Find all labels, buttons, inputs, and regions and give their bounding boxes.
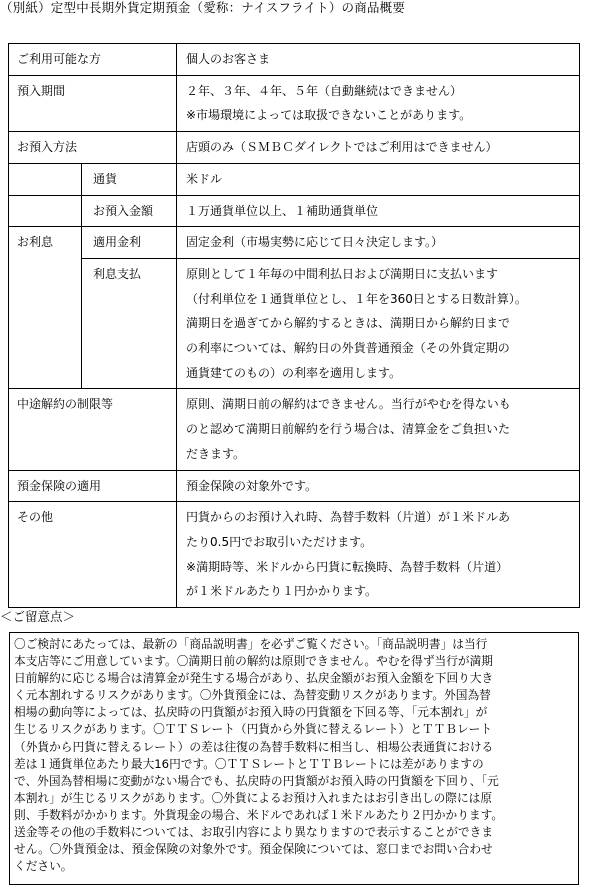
label-interest-rate: 適用金利 [82, 227, 177, 259]
other-line: ※満期時等、米ドルから円貨に転換時、為替手数料（片道） [186, 559, 509, 574]
notes-line: 日前解約に応じる場合は清算金が発生する場合があり、払戻金額がお預入金額を下回り大き [14, 671, 494, 686]
row-other [9, 502, 580, 608]
early-withdrawal-line: 原則、満期日前の解約はできません。当行がやむを得ないも [186, 397, 511, 412]
notes-box [9, 632, 579, 885]
document-title: （別紙）定型中長期外貨定期預金（愛称：ナイスフライト）の商品概要 [0, 0, 406, 15]
row-eligibility [9, 44, 580, 76]
interest-payment-line: 原則として１年毎の中間利払日および満期日に支払います [186, 266, 499, 281]
early-withdrawal-line: だきます。 [186, 446, 246, 461]
other-line: 円貨からのお預け入れ時、為替手数料（片道）が１米ドルあ [186, 510, 511, 525]
notes-line: 則、手数料がかかります。外貨現金の場合、米ドルであれば１米ドルあたり２円かかります。 [14, 807, 504, 822]
notes-line: で、外国為替相場に変動がない場合でも、払戻時の円貨額がお預入時の円貨額を下回り、「元 [14, 773, 499, 788]
notes-line: せん。〇外貨預金は、預金保険の対象外です。預金保険については、窓口までお問い合わせ [14, 842, 493, 857]
product-summary-table [8, 43, 580, 608]
value-interest-rate: 固定金利（市場実勢に応じて日々決定します。） [177, 227, 580, 259]
label-interest: お利息 [9, 227, 82, 389]
interest-payment-line: 通貨建てのもの）の利率を適用します。 [186, 365, 402, 380]
row-interest-payment [9, 258, 580, 389]
label-deposit-amount: お預入金額 [82, 195, 177, 227]
label-early-withdrawal: 中途解約の制限等 [9, 389, 177, 470]
term-line: ※市場環境によっては取扱できないことがあります。 [186, 108, 472, 123]
notes-line: ください。 [14, 859, 73, 874]
notes-line: 相場の動向等によっては、払戻時の円貨額がお預入時の円貨額を下回る等、「元本割れ」が [14, 705, 488, 720]
notes-line: 本支店等にご用意しています。〇満期日前の解約は原則できません。やむを得ず当行が満期 [14, 654, 493, 669]
indent-cell [9, 195, 82, 227]
label-interest-payment: 利息支払 [82, 258, 177, 389]
notes-line: 〇ご検討にあたっては、最新の「商品説明書」を必ずご覧ください。「商品説明書」は当行 [14, 637, 488, 651]
value-interest-payment [177, 258, 580, 389]
term-line: ２年、３年、４年、５年（自動継続はできません） [186, 83, 463, 98]
interest-payment-line: 満期日を過ぎてから解約するときは、満期日から解約日まで [186, 316, 511, 331]
row-deposit-amount [9, 195, 580, 227]
early-withdrawal-line: のと認めて満期日前解約を行う場合は、清算金をご負担いた [186, 422, 511, 437]
label-deposit-method: お預入方法 [9, 132, 177, 164]
indent-cell [9, 163, 82, 195]
label-term: 預入期間 [9, 75, 177, 131]
value-deposit-insurance: 預金保険の対象外です。 [177, 470, 580, 502]
value-currency: 米ドル [177, 163, 580, 195]
notes-line: （外貨から円貨に替えるレート）の差は往復の為替手数料に相当し、相場公表通貨における [14, 739, 494, 754]
label-deposit-insurance: 預金保険の適用 [9, 470, 177, 502]
value-early-withdrawal [177, 389, 580, 470]
notes-line: く元本割れするリスクがあります。〇外貨預金には、為替変動リスクがあります。外国為替 [14, 688, 491, 703]
row-deposit-method [9, 132, 580, 164]
label-eligibility: ご利用可能な方 [9, 44, 177, 76]
notes-line: 本割れ」が生じるリスクがあります。〇外貨によるお預け入れまたはお引き出しの際には原 [14, 790, 493, 805]
value-deposit-amount: １万通貨単位以上、１補助通貨単位 [177, 195, 580, 227]
other-line: が１米ドルあたり１円かかります。 [186, 584, 378, 599]
value-term [177, 75, 580, 131]
value-other [177, 502, 580, 608]
other-line: たり0.5円でお取引いただけます。 [186, 534, 373, 549]
value-eligibility: 個人のお客さま [177, 44, 580, 76]
row-term [9, 75, 580, 131]
row-currency [9, 163, 580, 195]
notes-line: 差は１通貨単位あたり最大16円です。〇ＴＴＳレートとＴＴＢレートには差がありますの [14, 756, 484, 771]
interest-payment-line: の利率については、解約日の外貨普通預金（その外貨定期の [186, 341, 510, 356]
row-deposit-insurance [9, 470, 580, 502]
row-early-withdrawal [9, 389, 580, 470]
value-deposit-method: 店頭のみ（ＳＭＢＣダイレクトではご利用はできません） [177, 132, 580, 164]
label-currency: 通貨 [82, 163, 177, 195]
notes-line: 送金等その他の手数料については、お取引内容により異なりますので表示することができま [14, 825, 493, 840]
interest-payment-line: （付利単位を１通貨単位とし、１年を360日とする日数計算）。 [186, 291, 527, 306]
label-other: その他 [9, 502, 177, 608]
notes-line: 生じるリスクがあります。〇ＴＴＳレート（円貨から外貨に替えるレート）とＴＴＢレート [14, 722, 493, 737]
notes-heading: ＜ご留意点＞ [0, 609, 76, 624]
row-interest-rate [9, 227, 580, 259]
